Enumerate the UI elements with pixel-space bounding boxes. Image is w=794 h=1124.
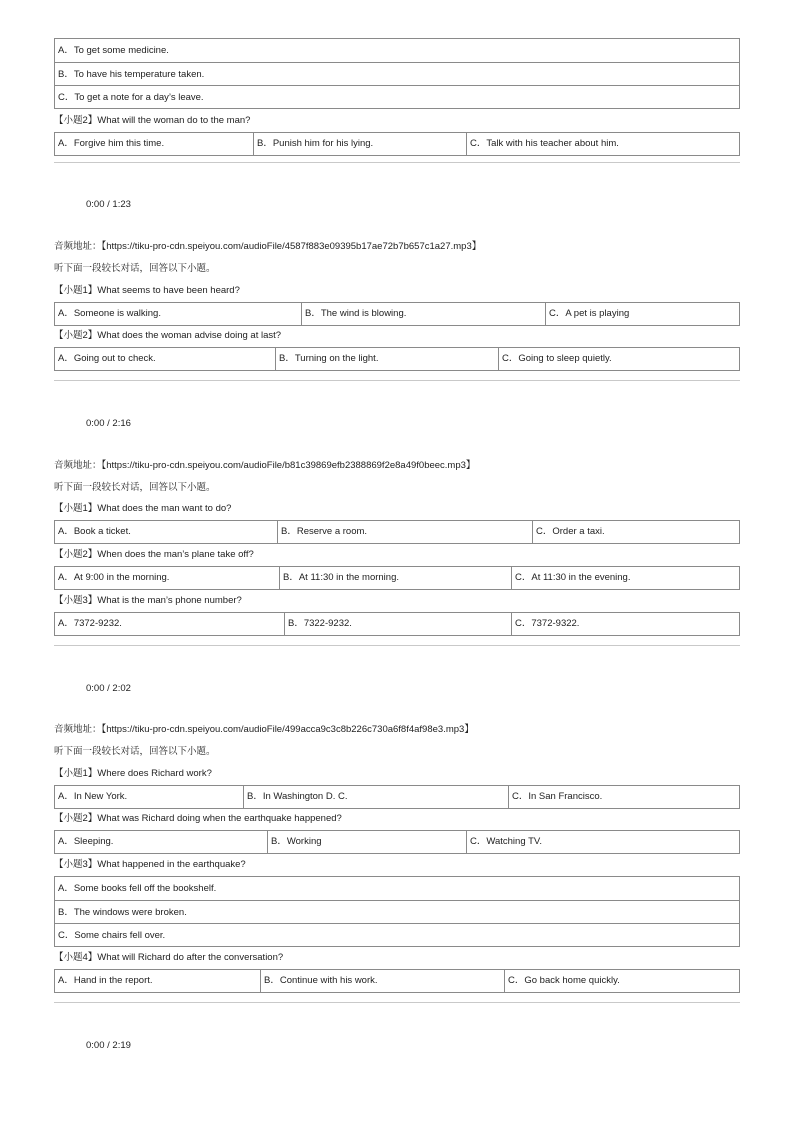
question-1: 【小题1】Where does Richard work? <box>54 768 212 779</box>
section-divider <box>54 645 740 646</box>
options-row <box>54 969 740 993</box>
audio-time[interactable]: 0:00 / 2:19 <box>86 1040 131 1051</box>
option-c[interactable]: C．Going to sleep quietly. <box>498 348 739 370</box>
option-a[interactable]: A．In New York. <box>58 791 128 802</box>
option-c[interactable]: C．Watching TV. <box>466 831 739 853</box>
option-a[interactable]: A．Forgive him this time. <box>58 138 165 149</box>
option-b[interactable]: B．Reserve a room. <box>277 521 532 543</box>
option-a[interactable]: A．Hand in the report. <box>58 975 153 986</box>
audio-url: 音频地址：【https://tiku-pro-cdn.speiyou.com/audioFile/499acca9c3c8b226c730a6f8f4af98e3.mp3】 <box>54 724 474 735</box>
audio-time[interactable]: 0:00 / 2:02 <box>86 683 131 694</box>
option-b[interactable]: B．Punish him for his lying. <box>253 133 466 155</box>
option-a[interactable]: A．Someone is walking. <box>58 308 161 319</box>
instruction: 听下面一段较长对话，回答以下小题。 <box>54 746 216 757</box>
option-a[interactable]: A．At 9:00 in the morning. <box>58 572 170 583</box>
audio-url: 音频地址：【https://tiku-pro-cdn.speiyou.com/audioFile/b81c39869efb2388869f2e8a49f0beec.mp3】 <box>54 460 476 471</box>
option-b[interactable]: B．Turning on the light. <box>275 348 498 370</box>
option-c[interactable]: C．Some chairs fell over. <box>55 923 739 946</box>
option-c[interactable]: C．Order a taxi. <box>532 521 739 543</box>
option-b[interactable]: B．7322-9232. <box>284 613 511 635</box>
section-divider <box>54 1002 740 1003</box>
section-divider <box>54 162 740 163</box>
question-2: 【小题2】What does the woman advise doing at last? <box>54 330 282 341</box>
option-c[interactable]: C．In San Francisco. <box>508 786 739 808</box>
option-b[interactable]: B．The wind is blowing. <box>301 303 545 325</box>
instruction: 听下面一段较长对话，回答以下小题。 <box>54 263 216 274</box>
option-b[interactable]: B．In Washington D. C. <box>243 786 508 808</box>
option-c[interactable]: C．At 11:30 in the evening. <box>511 567 739 589</box>
option-c[interactable]: C．Go back home quickly. <box>504 970 739 992</box>
option-b[interactable]: B．At 11:30 in the morning. <box>279 567 511 589</box>
options-row <box>54 132 740 156</box>
option-b[interactable]: B．The windows were broken. <box>55 900 739 923</box>
option-a[interactable]: A．7372-9232. <box>58 618 122 629</box>
section-divider <box>54 380 740 381</box>
options-table <box>54 38 740 109</box>
question-3: 【小题3】What is the man’s phone number? <box>54 595 242 606</box>
question-4: 【小题4】What will Richard do after the conversation? <box>54 952 284 963</box>
option-a[interactable]: A．Going out to check. <box>58 353 156 364</box>
options-row <box>54 785 740 809</box>
options-row <box>54 520 740 544</box>
question-2: 【小题2】What was Richard doing when the earthquake happened? <box>54 813 342 824</box>
options-row <box>54 566 740 590</box>
question-2: 【小题2】When does the man’s plane take off? <box>54 549 254 560</box>
options-row <box>54 612 740 636</box>
instruction: 听下面一段较长对话，回答以下小题。 <box>54 482 216 493</box>
option-b[interactable]: B．To have his temperature taken. <box>55 62 739 85</box>
options-row <box>54 830 740 854</box>
audio-time[interactable]: 0:00 / 2:16 <box>86 418 131 429</box>
options-row <box>54 302 740 326</box>
option-a[interactable]: A．Some books fell off the bookshelf. <box>58 883 217 894</box>
option-a[interactable]: A．To get some medicine. <box>58 45 169 56</box>
option-b[interactable]: B．Continue with his work. <box>260 970 504 992</box>
option-c[interactable]: C．Talk with his teacher about him. <box>466 133 739 155</box>
audio-time[interactable]: 0:00 / 1:23 <box>86 199 131 210</box>
option-c[interactable]: C．A pet is playing <box>545 303 739 325</box>
option-c[interactable]: C．To get a note for a day’s leave. <box>55 85 739 108</box>
question-2: 【小题2】What will the woman do to the man? <box>54 115 251 126</box>
options-row <box>54 347 740 371</box>
question-3: 【小题3】What happened in the earthquake? <box>54 859 246 870</box>
option-b[interactable]: B．Working <box>267 831 466 853</box>
audio-url: 音频地址：【https://tiku-pro-cdn.speiyou.com/audioFile/4587f883e09395b17ae72b7b657c1a27.mp3】 <box>54 241 482 252</box>
option-c[interactable]: C．7372-9322. <box>511 613 739 635</box>
option-a[interactable]: A．Sleeping. <box>58 836 114 847</box>
option-a[interactable]: A．Book a ticket. <box>58 526 131 537</box>
options-table <box>54 876 740 947</box>
question-1: 【小题1】What does the man want to do? <box>54 503 232 514</box>
question-1: 【小题1】What seems to have been heard? <box>54 285 240 296</box>
